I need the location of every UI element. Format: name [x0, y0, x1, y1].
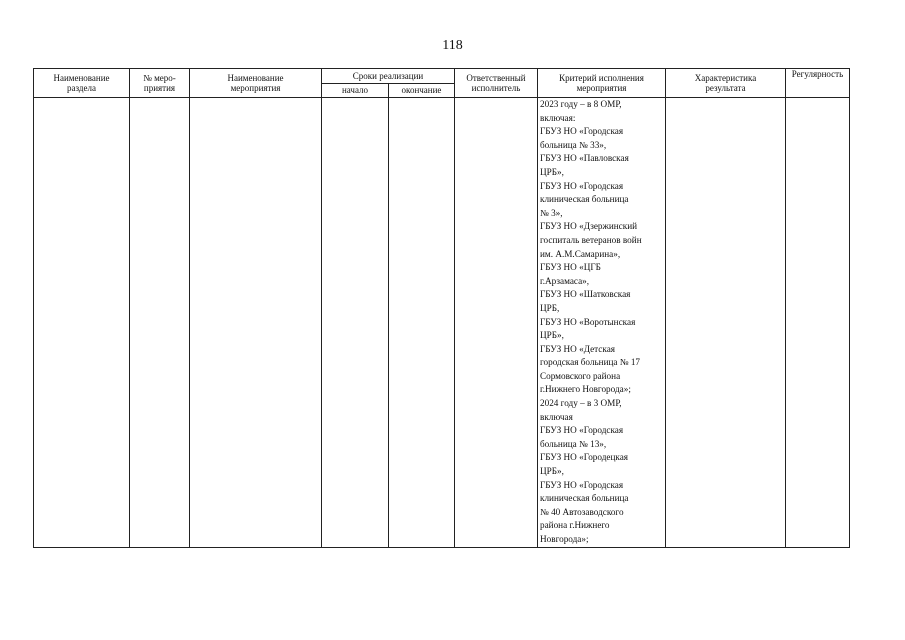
criteria-line: госпиталь ветеранов войн	[540, 234, 642, 245]
criteria-line: ГБУЗ НО «ЦГБ	[540, 262, 601, 273]
criteria-line: Сормовского района	[540, 370, 621, 381]
criteria-line: ЦРБ»,	[540, 330, 564, 341]
criteria-line: 2023 году – в 8 ОМР,	[540, 99, 622, 109]
criteria-line: ГБУЗ НО «Шатковская	[540, 289, 631, 300]
criteria-line: ГБУЗ НО «Городская	[540, 425, 624, 436]
criteria-line: им. А.М.Самарина»,	[540, 248, 621, 259]
criteria-line: включая	[540, 411, 573, 422]
criteria-line: ЦРБ»,	[540, 466, 564, 477]
cell-criteria	[538, 98, 666, 548]
header-regularity: Регулярность	[786, 69, 850, 98]
cell-measure-name	[190, 98, 322, 548]
header-terms-end: окончание	[389, 84, 455, 98]
criteria-line: № 3»,	[540, 207, 563, 218]
criteria-line: Новгорода»;	[540, 534, 589, 544]
header-terms: Сроки реализации	[322, 69, 455, 84]
header-result: Характеристика результата	[666, 69, 786, 98]
measures-table	[33, 68, 850, 548]
criteria-line: района г.Нижнего	[540, 520, 610, 531]
header-measure-name: Наименование мероприятия	[190, 69, 322, 98]
criteria-line: № 40 Автозаводского	[540, 506, 624, 517]
page-number: 118	[442, 38, 463, 53]
header-measure-no: № меро- приятия	[130, 69, 190, 98]
criteria-line: больница № 33»,	[540, 139, 607, 150]
cell-regularity	[786, 98, 850, 548]
criteria-line: ГБУЗ НО «Городецкая	[540, 452, 629, 463]
criteria-line: ГБУЗ НО «Дзержинский	[540, 221, 638, 232]
header-executor: Ответственный исполнитель	[455, 69, 538, 98]
criteria-line: ГБУЗ НО «Городская	[540, 126, 624, 137]
criteria-line: г.Арзамаса»,	[540, 275, 590, 286]
cell-measure-no	[130, 98, 190, 548]
criteria-line: ГБУЗ НО «Детская	[540, 343, 615, 354]
header-terms-start: начало	[322, 84, 389, 98]
cell-section-name	[34, 98, 130, 548]
criteria-line: больница № 13»,	[540, 438, 607, 449]
criteria-line: ЦРБ»,	[540, 166, 564, 177]
cell-terms-end	[389, 98, 455, 548]
criteria-line: клиническая больница	[540, 194, 629, 205]
cell-terms-start	[322, 98, 389, 548]
criteria-line: городская больница № 17	[540, 357, 641, 368]
criteria-line: включая:	[540, 112, 576, 123]
header-section-name: Наименование раздела	[34, 69, 130, 98]
criteria-line: ГБУЗ НО «Воротынская	[540, 316, 636, 327]
criteria-line: ГБУЗ НО «Городская	[540, 479, 624, 490]
criteria-line: ЦРБ,	[540, 302, 560, 313]
criteria-line: 2024 году – в 3 ОМР,	[540, 398, 622, 409]
criteria-text	[538, 98, 665, 547]
criteria-line: г.Нижнего Новгорода»;	[540, 384, 631, 395]
criteria-line: ГБУЗ НО «Городская	[540, 180, 624, 191]
header-criteria: Критерий исполнения мероприятия	[538, 69, 666, 98]
criteria-line: клиническая больница	[540, 493, 629, 504]
cell-executor	[455, 98, 538, 548]
criteria-line: ГБУЗ НО «Павловская	[540, 153, 629, 164]
cell-result	[666, 98, 786, 548]
